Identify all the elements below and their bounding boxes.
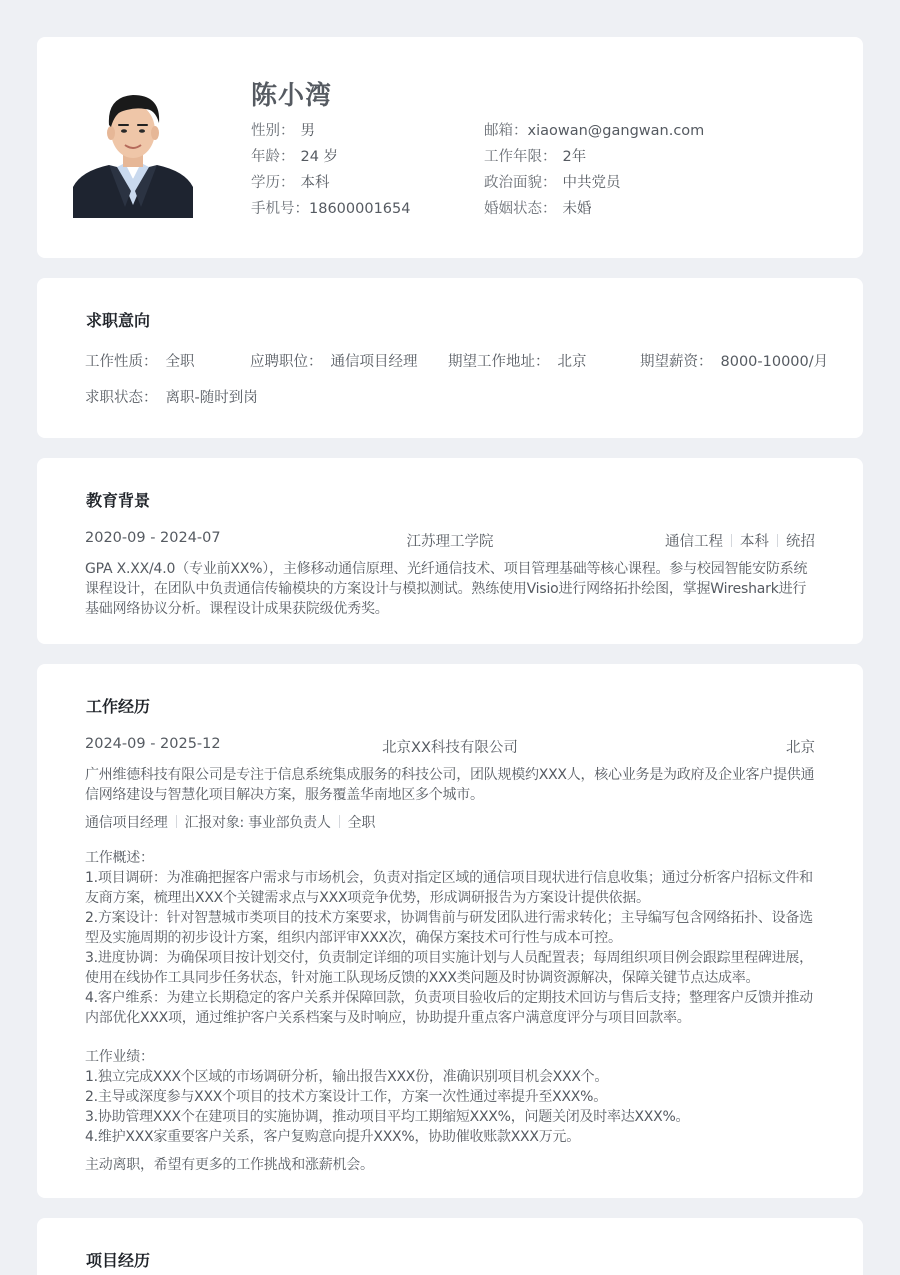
phone-value: 18600001654	[309, 201, 411, 217]
work-achievements	[85, 1047, 819, 1147]
position-item	[250, 350, 418, 371]
enrollment-type: 统招	[786, 534, 815, 550]
political-label: 政治面貌：	[484, 175, 557, 191]
job-status-label: 求职状态：	[85, 390, 158, 406]
work-title: 工作经历	[86, 697, 151, 716]
marital-label: 婚姻状态：	[484, 201, 557, 217]
work-years-label: 工作年限：	[484, 149, 557, 165]
work-period: 2024-09 - 2025-12	[85, 736, 221, 752]
email-row	[484, 121, 704, 147]
overview-item: 4.客户维系：为建立长期稳定的客户关系并保障回款，负责项目验收后的定期技术回访与售后支持；整理客户反馈并推动内部优化XXX项，通过维护客户关系档案与及时响应，协助提升重点客户满意度评分与项目回款率。	[85, 990, 813, 1026]
education-card	[37, 458, 863, 644]
achievement-item: 4.维护XXX家重要客户关系，客户复购意向提升XXX%，协助催收账款XXX万元。	[85, 1129, 580, 1145]
overview-title: 工作概述：	[85, 850, 154, 866]
marital-row	[484, 199, 704, 225]
political-row	[484, 173, 704, 199]
education-tags	[665, 530, 815, 551]
political-value: 中共党员	[562, 175, 621, 191]
basic-info-left	[251, 121, 410, 225]
age-value: 24 岁	[300, 149, 339, 165]
gender-row	[251, 121, 410, 147]
degree-value: 本科	[300, 175, 330, 191]
achievement-item: 2.主导或深度参与XXX个项目的技术方案设计工作，方案一次性通过率提升至XXX%。	[85, 1089, 607, 1105]
position-value: 通信项目经理	[330, 354, 418, 370]
report-to: 汇报对象: 事业部负责人	[184, 815, 331, 831]
email-label: 邮箱：	[484, 123, 528, 139]
profile-photo	[73, 87, 193, 218]
marital-value: 未婚	[562, 201, 592, 217]
job-type-value: 全职	[165, 354, 195, 370]
job-type-label: 工作性质：	[85, 354, 158, 370]
degree-row	[251, 173, 410, 199]
location-label: 期望工作地址：	[448, 354, 550, 370]
major: 通信工程	[665, 534, 723, 550]
company-description: 广州维德科技有限公司是专注于信息系统集成服务的科技公司，团队规模约XXX人，核心业务是为政府及企业客户提供通信网络建设与智慧化项目解决方案，服务覆盖华南地区多个城市。	[85, 767, 815, 803]
education-period: 2020-09 - 2024-07	[85, 530, 221, 546]
phone-label: 手机号：	[251, 201, 309, 217]
work-overview	[85, 848, 819, 1028]
degree: 本科	[740, 534, 769, 550]
divider	[777, 534, 778, 547]
work-summary-row	[85, 736, 815, 756]
overview-item: 2.方案设计：针对智慧城市类项目的技术方案要求，协调售前与研发团队进行需求转化；主导编写包含网络拓扑、设备选型及实施周期的初步设计方案，组织内部评审XXX次，确保方案技术可行性与成本可控。	[85, 910, 813, 946]
work-experience-card	[37, 664, 863, 1198]
education-summary-row	[85, 530, 815, 550]
basic-info-right	[484, 121, 704, 225]
work-years-value: 2年	[562, 149, 587, 165]
job-type-item	[85, 350, 195, 371]
email-value: xiaowan@gangwan.com	[527, 123, 705, 139]
project-title: 项目经历	[86, 1251, 151, 1270]
profile-card	[37, 37, 863, 258]
phone-row	[251, 199, 410, 225]
job-intent-card	[37, 278, 863, 438]
work-years-row	[484, 147, 704, 173]
age-label: 年龄：	[251, 149, 295, 165]
person-photo-icon	[73, 87, 193, 218]
work-city: 北京	[786, 740, 815, 756]
company-name: 北京XX科技有限公司	[382, 740, 518, 756]
age-row	[251, 147, 410, 173]
project-experience-card	[37, 1218, 863, 1275]
job-intent-title: 求职意向	[86, 311, 151, 330]
divider	[176, 815, 177, 828]
gender-label: 性别：	[251, 123, 295, 139]
work-role-row	[85, 813, 819, 833]
work-job-type: 全职	[347, 815, 376, 831]
salary-item	[640, 350, 828, 371]
achievement-item: 3.协助管理XXX个在建项目的实施协调，推动项目平均工期缩短XXX%，问题关闭及时率达XXX%。	[85, 1109, 690, 1125]
education-title: 教育背景	[86, 491, 151, 510]
work-role: 通信项目经理	[85, 815, 168, 831]
divider	[731, 534, 732, 547]
position-label: 应聘职位：	[250, 354, 323, 370]
salary-label: 期望薪资：	[640, 354, 713, 370]
candidate-name: 陈小湾	[251, 81, 333, 111]
overview-item: 1.项目调研：为准确把握客户需求与市场机会，负责对指定区域的通信项目现状进行信息收集；通过分析客户招标文件和友商方案，梳理出XXX个关键需求点与XXX项竞争优势，形成调研报告为方案设计提供依据。	[85, 870, 813, 906]
job-status-value: 离职-随时到岗	[165, 390, 258, 406]
overview-item: 3.进度协调：为确保项目按计划交付，负责制定详细的项目实施计划与人员配置表；每周组织项目例会跟踪里程碑进展，使用在线协作工具同步任务状态，针对施工队现场反馈的XXX类问题及时协调资源解决，保障关键节点达成率。	[85, 950, 813, 986]
education-description: GPA X.XX/4.0（专业前XX%），主修移动通信原理、光纤通信技术、项目管理基础等核心课程。参与校园智能安防系统课程设计，在团队中负责通信传输模块的方案设计与模拟测试。熟练使用Visio进行网络拓扑绘图，掌握Wireshark进行基础网络协议分析。课程设计成果获院级优秀奖。	[85, 561, 808, 617]
leave-reason: 主动离职，希望有更多的工作挑战和涨薪机会。	[85, 1157, 374, 1173]
school-name: 江苏理工学院	[406, 534, 494, 550]
achievement-item: 1.独立完成XXX个区域的市场调研分析，输出报告XXX份，准确识别项目机会XXX个。	[85, 1069, 609, 1085]
gender-value: 男	[300, 123, 315, 139]
salary-value: 8000-10000/月	[720, 354, 829, 370]
location-value: 北京	[557, 354, 587, 370]
job-status-item	[85, 386, 258, 407]
degree-label: 学历：	[251, 175, 295, 191]
divider	[339, 815, 340, 828]
location-item	[448, 350, 587, 371]
achievement-title: 工作业绩：	[85, 1049, 154, 1065]
